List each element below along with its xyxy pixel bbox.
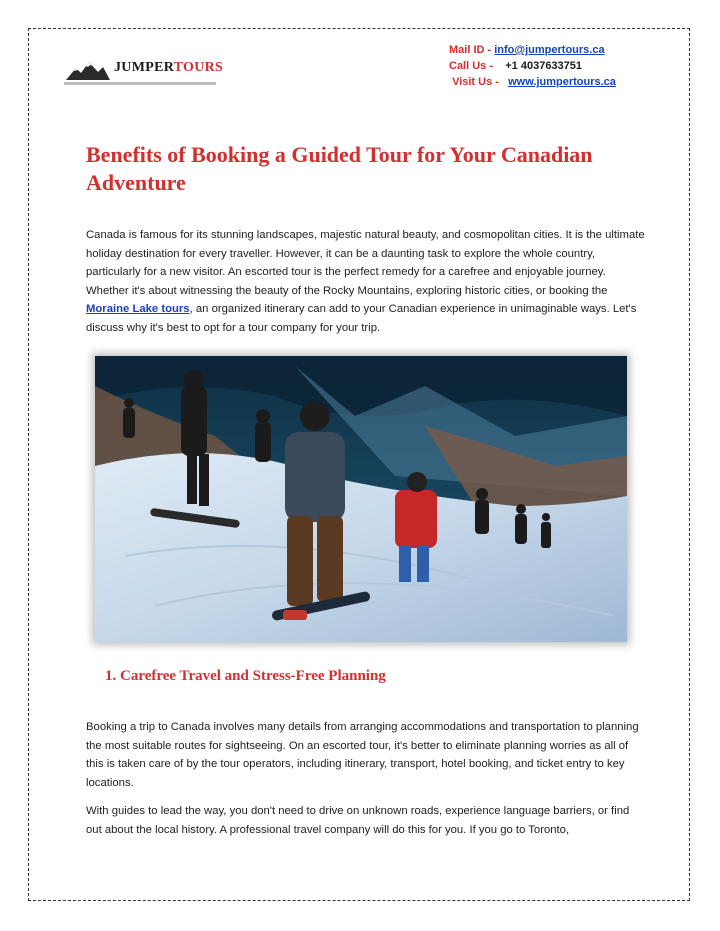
page-title: Benefits of Booking a Guided Tour for Your Canadian Adventure [86,142,593,195]
logo-underline [64,82,216,85]
intro-text-after: , an organized itinerary can add to your Canadian experience in unimaginable ways. Let's discuss why it's best to opt for a tour company for your trip. [86,303,637,334]
section-1-paragraph-1: Booking a trip to Canada involves many details from arranging accommodations and transportation to planning the most suitable routes for sightseeing. On an escorted tour, it's better to eliminate planning worries as all of this is taken care of by the tour operators, including itinerary, transport, hotel booking, and ticket entry to key locations. [86,721,639,789]
call-value: +1 4037633751 [505,60,583,72]
website-link[interactable]: www.jumpertours.ca [508,76,616,88]
contact-call-row [449,58,616,74]
logo-text-accent: TOURS [173,60,224,75]
section-1-paragraph-2: With guides to lead the way, you don't need to drive on unknown roads, experience language barriers, or find out about the local history. A professional travel company will do this for you. If you go to Toronto, [86,805,630,836]
section-1-heading: 1. Carefree Travel and Stress-Free Planning [105,668,386,684]
mail-link[interactable]: info@jumpertours.ca [494,44,605,56]
contact-visit-row [449,74,616,90]
intro-text-before: Canada is famous for its stunning landscapes, majestic natural beauty, and cosmopolitan cities. It is the ultimate holiday destination for every traveller. However, it can be a daunting task to explore the whole country, particularly for a new visitor. An escorted tour is the perfect remedy for a carefree and enjoyable journey. Whether it's about witnessing the beauty of the Rocky Mountains, exploring historic cities, or booking the [86,229,645,297]
call-label: Call Us - [449,60,497,72]
mail-label: Mail ID - [449,44,495,56]
intro-paragraph [86,226,646,337]
contact-mail-row [449,42,616,58]
logo-text-main: JUMPER [114,60,174,75]
moraine-lake-tours-link[interactable]: Moraine Lake tours [86,303,190,315]
visit-label: Visit Us - [452,76,502,88]
contact-block [449,42,616,90]
jumpertours-logo[interactable] [64,54,224,88]
logo-wordmark [114,60,223,76]
snowboarders-photo [95,356,627,642]
mountain-logo-icon [64,58,112,82]
ski-slope-illustration [95,356,627,642]
